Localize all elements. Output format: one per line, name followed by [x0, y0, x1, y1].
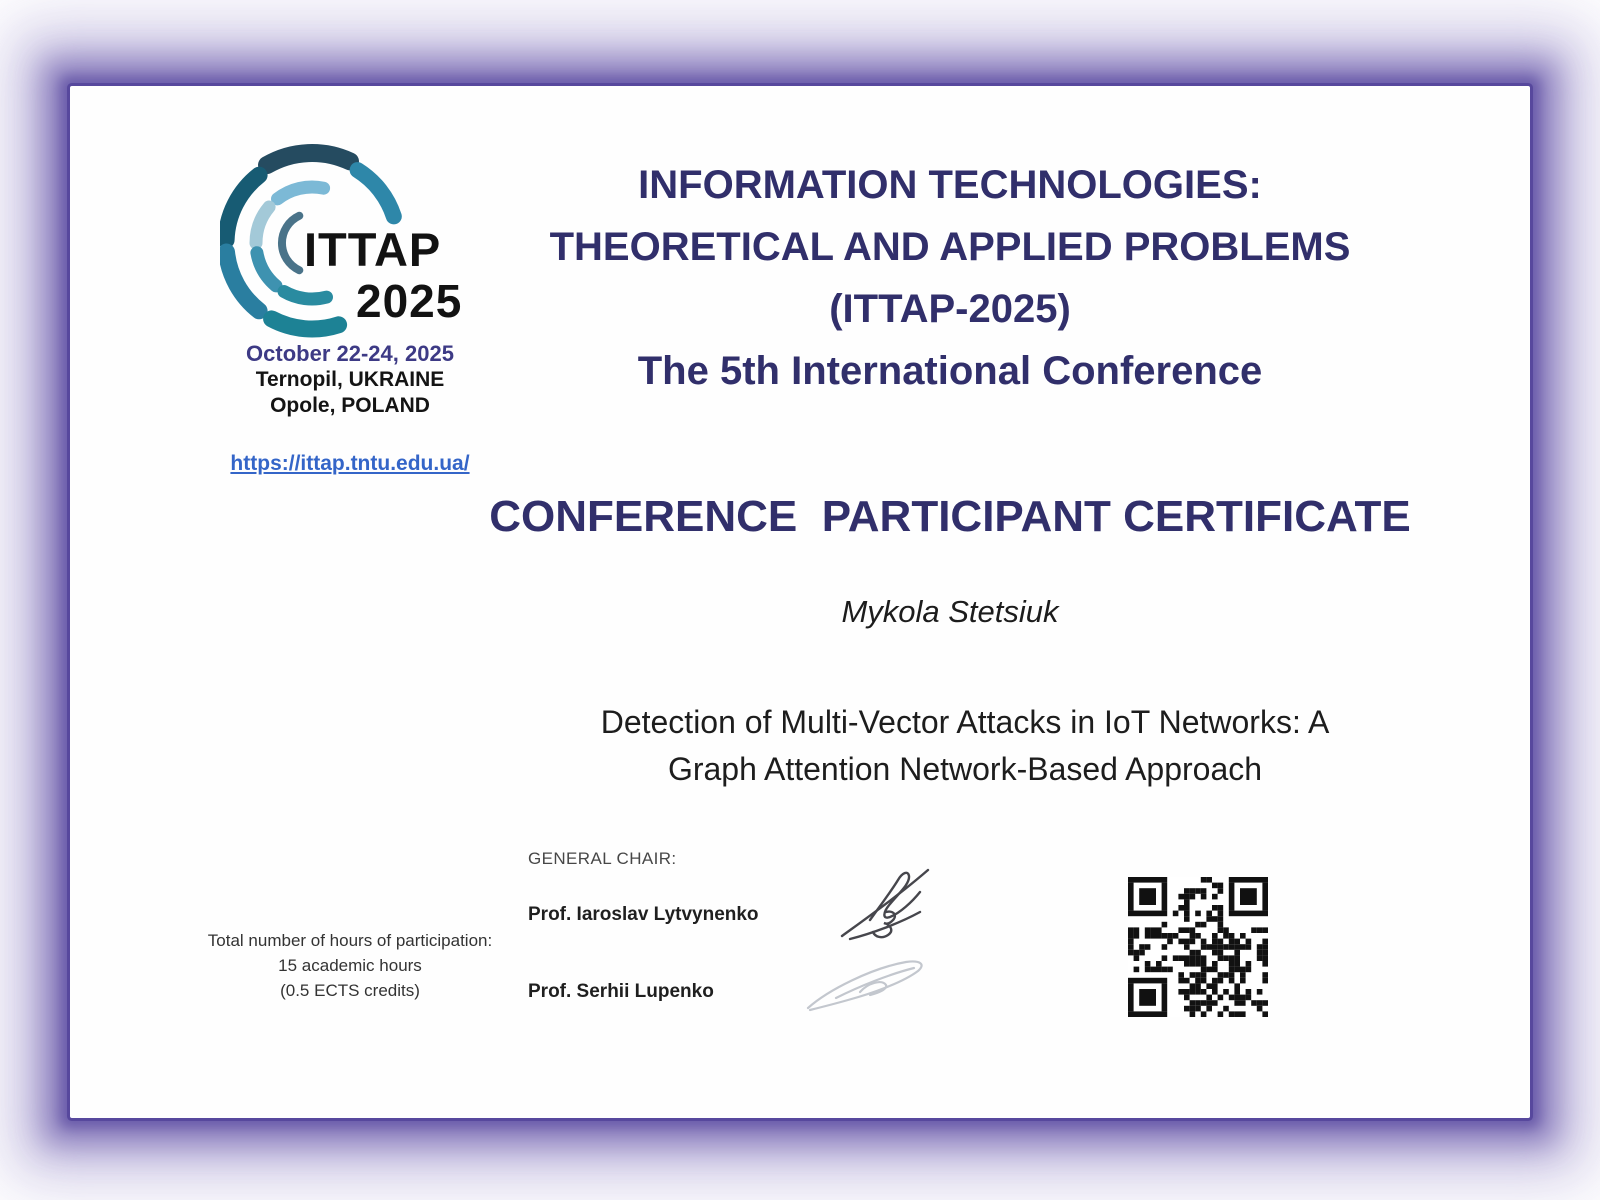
participation-hours-line2: 15 academic hours [278, 956, 422, 975]
participation-hours-line3: (0.5 ECTS credits) [280, 981, 420, 1000]
paper-title-line2: Graph Attention Network-Based Approach [667, 751, 1263, 787]
qr-code [1128, 877, 1268, 1017]
event-details [180, 341, 520, 419]
participation-hours [180, 928, 520, 1003]
event-location-ukraine: Ternopil, UKRAINE [255, 368, 445, 391]
conference-title-line4: The 5th International Conference [637, 349, 1263, 393]
event-location-poland: Opole, POLAND [270, 394, 430, 417]
conference-title [470, 154, 1430, 402]
chair-name-lupenko: Prof. Serhii Lupenko [528, 981, 714, 1002]
paper-title-line1: Detection of Multi-Vector Attacks in IoT Networks: A [600, 704, 1330, 740]
certificate-sheet [70, 86, 1530, 1118]
general-chair-label: GENERAL CHAIR: [528, 849, 677, 868]
logo-year: 2025 [356, 275, 463, 327]
logo-wordmark: ITTAP [304, 223, 442, 276]
conference-title-line3: (ITTAP-2025) [829, 287, 1071, 331]
certificate-title: CONFERENCE PARTICIPANT CERTIFICATE [489, 492, 1411, 541]
paper-title [415, 699, 1515, 793]
chair-name-lytvynenko: Prof. Iaroslav Lytvynenko [528, 904, 759, 925]
participant-name: Mykola Stetsiuk [841, 594, 1059, 629]
event-dates: October 22-24, 2025 [246, 341, 454, 366]
signature-lupenko-icon [802, 950, 936, 1018]
conference-title-line1: INFORMATION TECHNOLOGIES: [638, 163, 1262, 207]
participation-hours-line1: Total number of hours of participation: [207, 931, 493, 950]
conference-title-line2: THEORETICAL AND APPLIED PROBLEMS [549, 225, 1351, 269]
conference-website-link[interactable]: https://ittap.tntu.edu.ua/ [230, 452, 470, 475]
signature-lytvynenko-icon [836, 862, 940, 944]
